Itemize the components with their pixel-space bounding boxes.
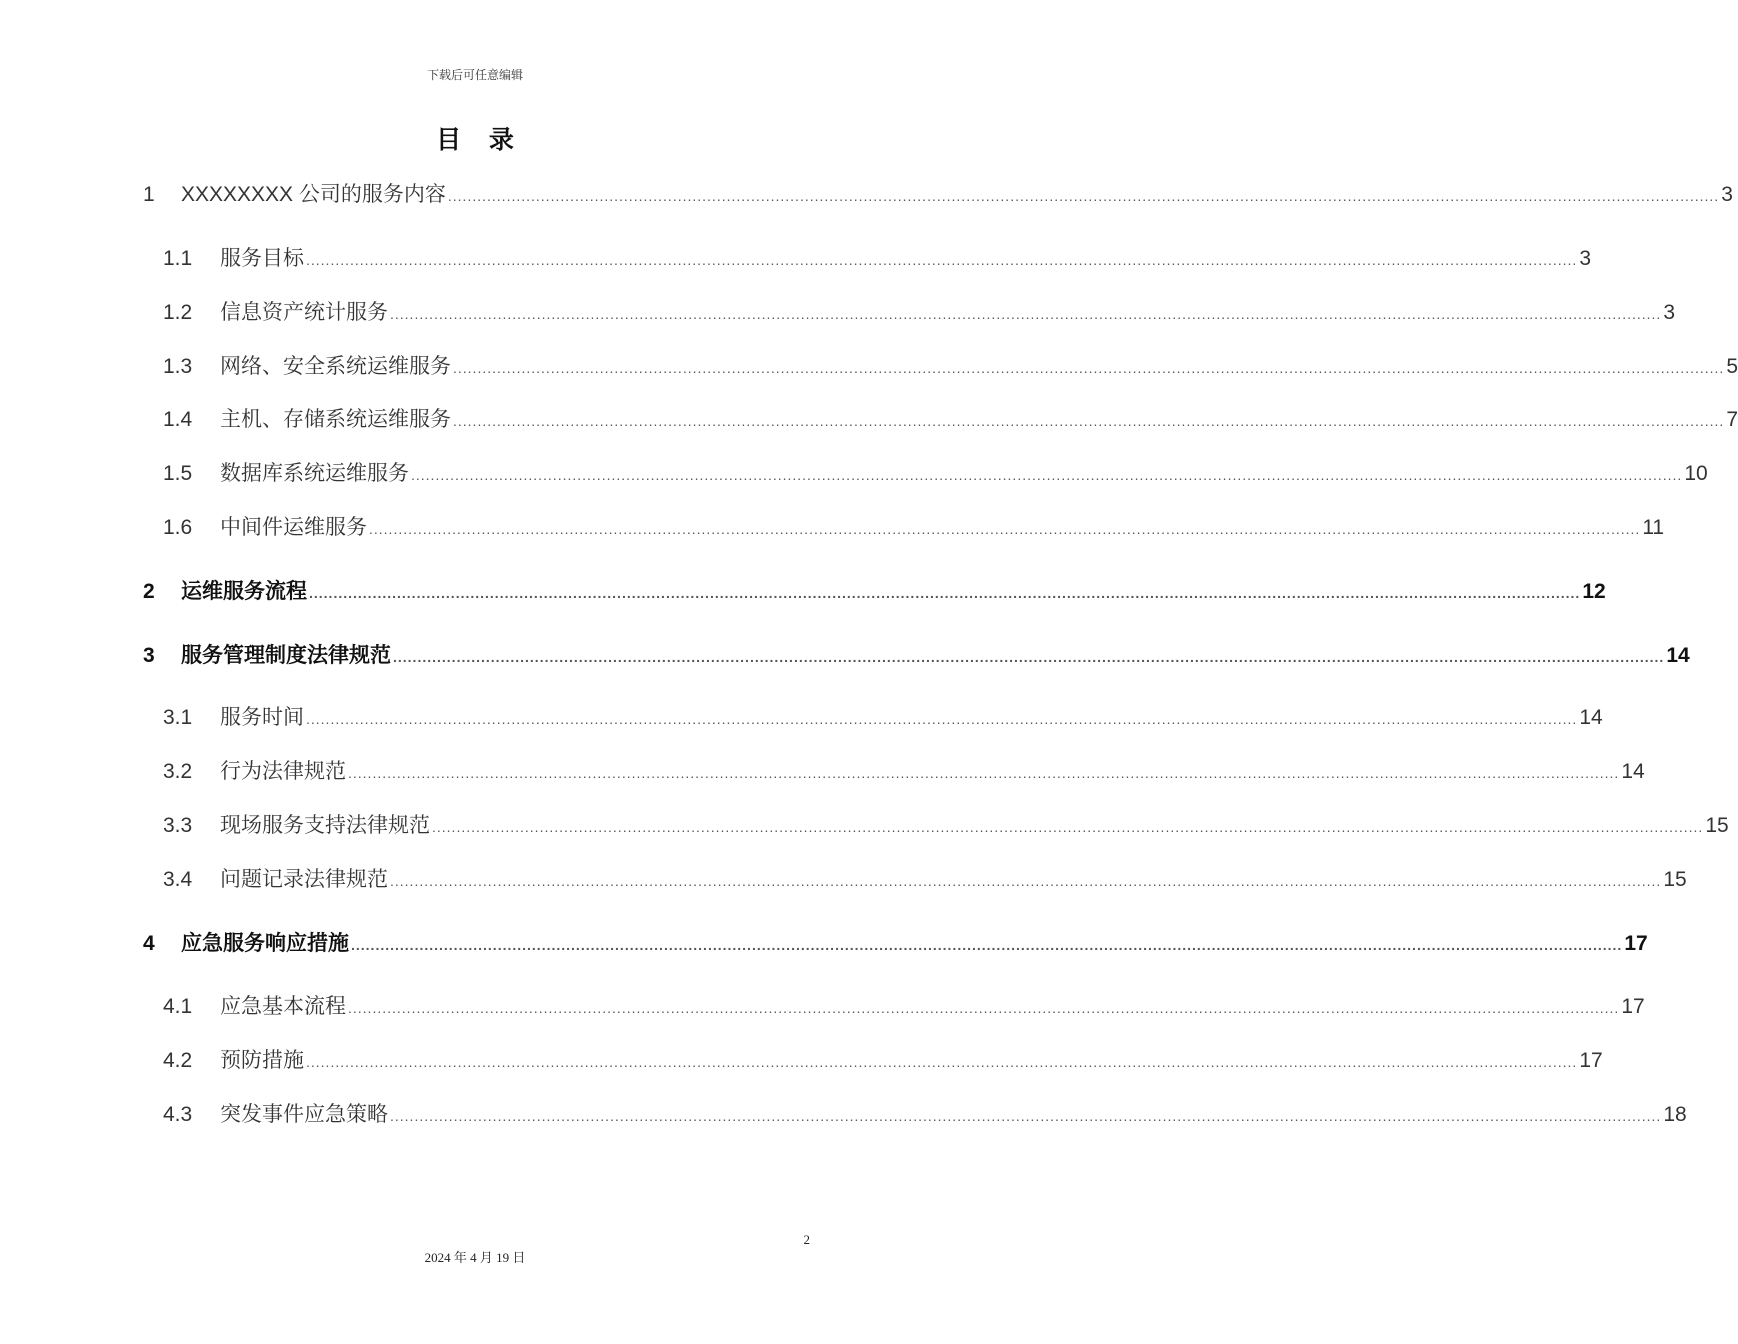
toc-entry-number: 4.1 <box>163 995 193 1018</box>
toc-entry[interactable] <box>143 180 1733 210</box>
toc-entry[interactable] <box>143 929 1648 959</box>
toc-entry-number: 4 <box>143 932 155 955</box>
page-header-note: 下载后可任意编辑 <box>426 68 523 82</box>
toc-dot-leader: .................................................................................................................................................................................................................................................................... <box>369 521 1641 537</box>
toc-dot-leader: .................................................................................................................................................................................................................................................................... <box>390 306 1662 322</box>
toc-entry-page: 10 <box>1684 462 1708 485</box>
toc-entry-page: 17 <box>1621 995 1645 1018</box>
toc-entry-page: 18 <box>1663 1103 1687 1126</box>
toc-dot-leader: .................................................................................................................................................................................................................................................................... <box>351 937 1623 953</box>
toc-entry[interactable] <box>163 1100 1687 1130</box>
toc-entry-page: 7 <box>1726 408 1738 431</box>
toc-entry-number: 1.1 <box>163 247 193 270</box>
toc-dot-leader: .................................................................................................................................................................................................................................................................... <box>411 467 1683 483</box>
toc-entry[interactable] <box>163 865 1687 895</box>
toc-entry-title: 信息资产统计服务 <box>220 301 388 324</box>
toc-entry-number: 3.4 <box>163 868 193 891</box>
toc-entry-number: 4.2 <box>163 1049 193 1072</box>
toc-entry-title: 应急服务响应措施 <box>181 932 349 955</box>
toc-entry-number: 1.2 <box>163 301 193 324</box>
toc-entry[interactable] <box>163 513 1665 543</box>
toc-entry[interactable] <box>163 757 1645 787</box>
toc-entry-title: 应急基本流程 <box>220 995 346 1018</box>
toc-entry-title: 行为法律规范 <box>220 760 346 783</box>
toc-entry[interactable] <box>163 459 1708 489</box>
toc-entry-title: 服务目标 <box>220 247 304 270</box>
toc-dot-leader: .................................................................................................................................................................................................................................................................... <box>390 873 1662 889</box>
toc-entry-title: 服务管理制度法律规范 <box>181 644 391 667</box>
toc-entry[interactable] <box>163 298 1675 328</box>
toc-entry-number: 4.3 <box>163 1103 193 1126</box>
toc-entry-page: 14 <box>1666 644 1690 667</box>
toc-entry[interactable] <box>163 352 1738 382</box>
toc-entry-title: 现场服务支持法律规范 <box>220 814 430 837</box>
toc-entry-title: 问题记录法律规范 <box>220 868 388 891</box>
toc-entry[interactable] <box>163 811 1729 841</box>
toc-entry[interactable] <box>163 244 1591 274</box>
toc-entry-page: 3 <box>1579 247 1591 270</box>
toc-entry-page: 12 <box>1582 580 1606 603</box>
toc-dot-leader: .................................................................................................................................................................................................................................................................... <box>390 1108 1662 1124</box>
toc-entry-title: 服务时间 <box>220 706 304 729</box>
toc-entry-title: 突发事件应急策略 <box>220 1103 388 1126</box>
toc-entry-page: 14 <box>1579 706 1603 729</box>
toc-entry-number: 3.1 <box>163 706 193 729</box>
toc-dot-leader: .................................................................................................................................................................................................................................................................... <box>348 1000 1620 1016</box>
toc-entry-title: 数据库系统运维服务 <box>220 462 409 485</box>
toc-entry[interactable] <box>163 1046 1603 1076</box>
toc-entry-title: XXXXXXXX 公司的服务内容 <box>181 183 446 206</box>
toc-entry-title: 预防措施 <box>220 1049 304 1072</box>
toc-entry-number: 1 <box>143 183 155 206</box>
toc-dot-leader: .................................................................................................................................................................................................................................................................... <box>306 1054 1578 1070</box>
toc-entry-page: 11 <box>1642 516 1665 539</box>
toc-entry-number: 1.3 <box>163 355 193 378</box>
toc-entry-page: 3 <box>1721 183 1733 206</box>
toc-entry-page: 15 <box>1663 868 1687 891</box>
toc-entry-page: 17 <box>1579 1049 1603 1072</box>
toc-entry-number: 1.5 <box>163 462 193 485</box>
toc-entry-page: 5 <box>1726 355 1738 378</box>
toc-entry-page: 14 <box>1621 760 1645 783</box>
toc-entry[interactable] <box>163 405 1738 435</box>
footer-date: 2024 年 4 月 19 日 <box>424 1250 526 1265</box>
toc-entry-title: 中间件运维服务 <box>220 516 367 539</box>
page-number: 2 <box>803 1232 810 1247</box>
toc-entry[interactable] <box>163 703 1603 733</box>
toc-entry-number: 3 <box>143 644 155 667</box>
toc-entry-page: 17 <box>1624 932 1648 955</box>
toc-dot-leader: .................................................................................................................................................................................................................................................................... <box>348 765 1620 781</box>
toc-dot-leader: .................................................................................................................................................................................................................................................................... <box>306 252 1578 268</box>
toc-dot-leader: .................................................................................................................................................................................................................................................................... <box>309 585 1581 601</box>
toc-dot-leader: .................................................................................................................................................................................................................................................................... <box>453 360 1725 376</box>
toc-dot-leader: .................................................................................................................................................................................................................................................................... <box>393 649 1665 665</box>
toc-entry[interactable] <box>143 577 1606 607</box>
toc-entry-number: 3.3 <box>163 814 193 837</box>
toc-title: 目 录 <box>436 126 514 154</box>
toc-dot-leader: .................................................................................................................................................................................................................................................................... <box>447 188 1720 204</box>
toc-entry-number: 1.6 <box>163 516 193 539</box>
toc-entry-page: 3 <box>1663 301 1675 324</box>
toc-entry-number: 2 <box>143 580 155 603</box>
toc-entry-title: 网络、安全系统运维服务 <box>220 355 451 378</box>
toc-entry-page: 15 <box>1705 814 1729 837</box>
toc-entry[interactable] <box>163 992 1645 1022</box>
toc-entry-title: 运维服务流程 <box>181 580 307 603</box>
toc-dot-leader: .................................................................................................................................................................................................................................................................... <box>453 413 1725 429</box>
toc-entry-number: 3.2 <box>163 760 193 783</box>
toc-dot-leader: .................................................................................................................................................................................................................................................................... <box>432 819 1704 835</box>
toc-entry[interactable] <box>143 641 1690 671</box>
toc-dot-leader: .................................................................................................................................................................................................................................................................... <box>306 711 1578 727</box>
toc-entry-number: 1.4 <box>163 408 193 431</box>
toc-entry-title: 主机、存储系统运维服务 <box>220 408 451 431</box>
